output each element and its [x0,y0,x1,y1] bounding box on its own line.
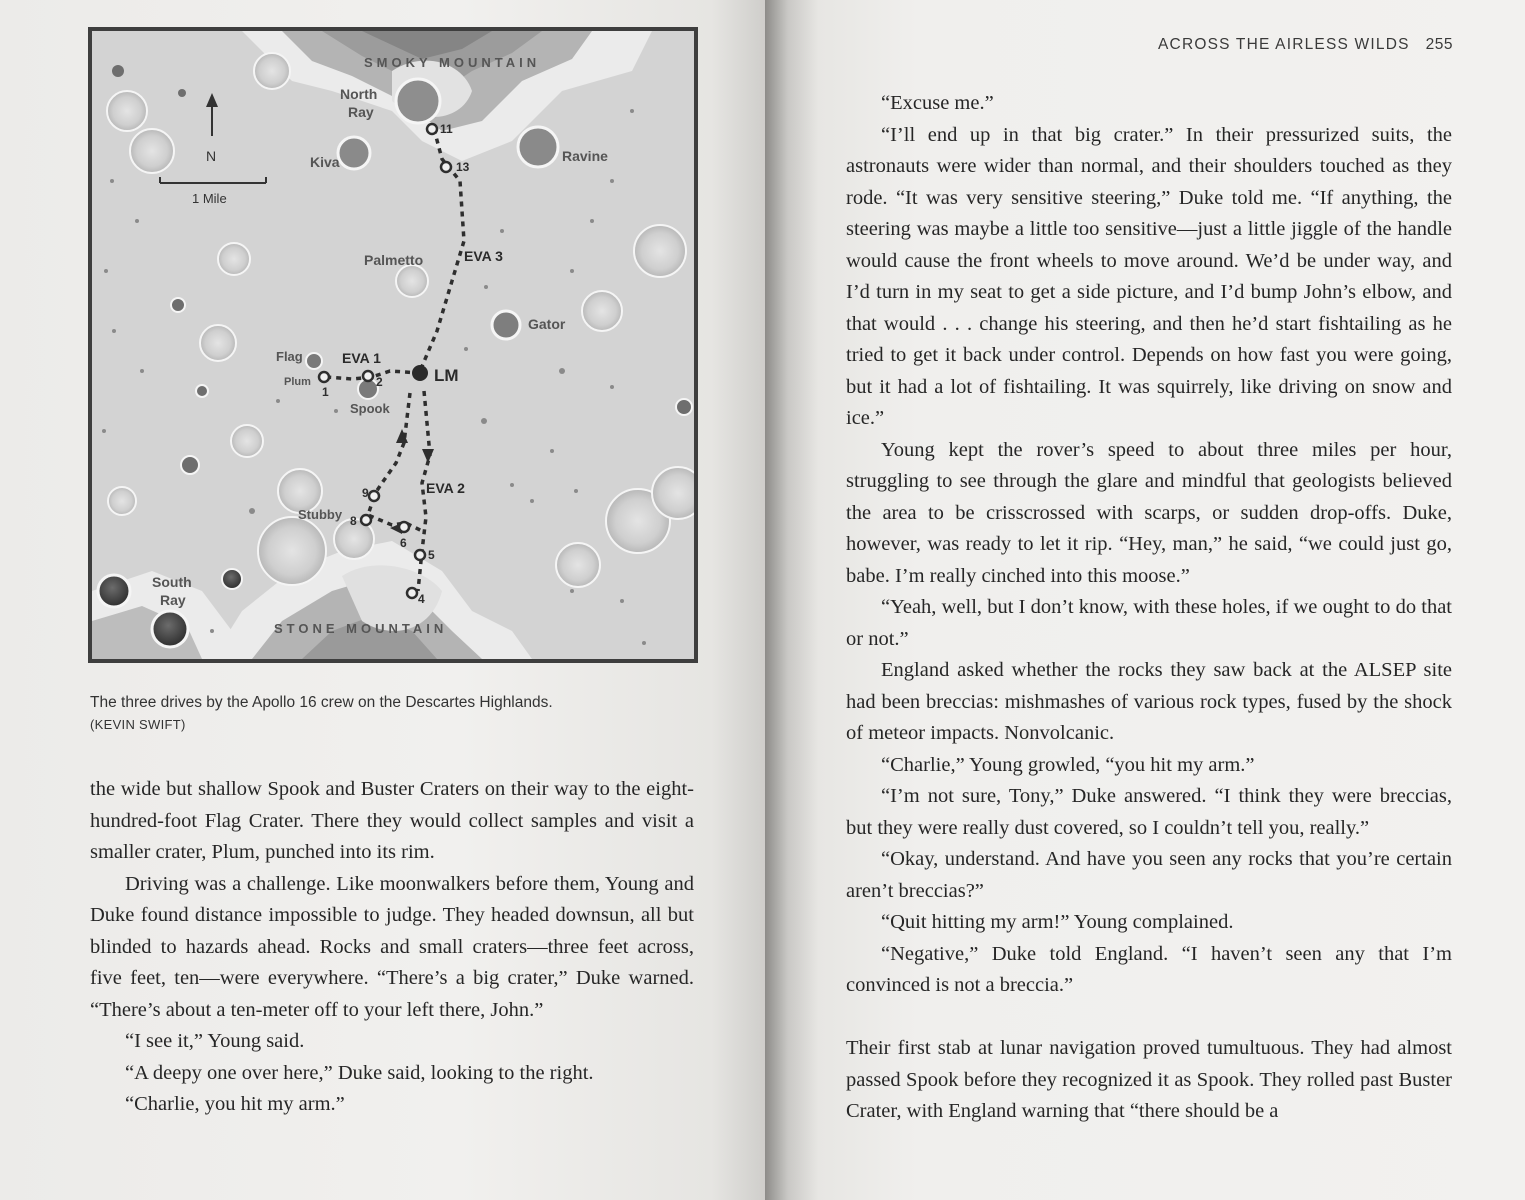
svg-text:Palmetto: Palmetto [364,252,424,268]
svg-text:11: 11 [440,122,453,136]
svg-text:Ravine: Ravine [562,148,608,164]
svg-text:4: 4 [418,592,425,606]
svg-text:EVA 1: EVA 1 [342,350,381,366]
paragraph: “Yeah, well, but I don’t know, with these holes, if we ought to do that or not.” [846,596,1452,650]
paragraph: “Quit hitting my arm!” Young complained. [881,911,1234,933]
paragraph: “Excuse me.” [881,92,994,114]
svg-text:8: 8 [350,514,357,528]
svg-text:STONE MOUNTAIN: STONE MOUNTAIN [274,621,448,636]
svg-text:5: 5 [428,548,435,562]
svg-text:North: North [340,86,378,102]
svg-text:Spook: Spook [350,401,390,416]
svg-text:Flag: Flag [276,349,303,364]
paragraph: “I’m not sure, Tony,” Duke answered. “I think they were breccias, but they were really dust covered, so I couldn’t tell you, really.” [846,785,1452,839]
paragraph: “Okay, understand. And have you seen any rocks that you’re certain aren’t breccias?” [846,848,1452,902]
svg-text:SMOKY MOUNTAIN: SMOKY MOUNTAIN [364,55,541,70]
svg-text:Plum: Plum [284,376,311,388]
svg-text:South: South [152,574,192,590]
page-number: 255 [1425,36,1453,53]
paragraph: England asked whether the rocks they saw back at the ALSEP site had been breccias: mishmashes of various rock types, fused by the shock of meteor impacts. Nonvolcanic. [846,659,1452,744]
caption-credit: (KEVIN SWIFT) [90,717,186,732]
right-page [765,0,1525,1200]
paragraph: “Charlie, you hit my arm.” [125,1093,345,1115]
svg-text:EVA 3: EVA 3 [464,248,503,264]
paragraph: “I see it,” Young said. [125,1030,305,1052]
caption-text: The three drives by the Apollo 16 crew on the Descartes Highlands. [90,694,553,711]
svg-text:EVA 2: EVA 2 [426,480,465,496]
apollo-16-traverse-map [88,27,698,663]
right-body-text [846,88,1452,1128]
svg-text:1: 1 [322,385,329,399]
svg-text:Ray: Ray [348,104,374,120]
section-paragraph: Their first stab at lunar navigation proved tumultuous. They had almost passed Spook before they recognized it as Spook. They rolled past Buster Crater, with England warning that “there should be a [846,1037,1452,1122]
paragraph: the wide but shallow Spook and Buster Craters on their way to the eight-hundred-foot Flag Crater. There they would collect samples and visit a smaller crater, Plum, punched into its rim. [90,778,694,863]
running-head-title: ACROSS THE AIRLESS WILDS [1158,36,1410,53]
svg-text:Stubby: Stubby [298,507,343,522]
paragraph: “I’ll end up in that big crater.” In their pressurized suits, the astronauts were wider than normal, and their shoulders touched as they rode. “It was very sensitive steering,” Duke told me. “If anything, the steering was maybe a little too sensitive—just a little jiggle of the handle would cause the front wheels to move around. We’d be under way, and I’d turn in my seat to get a side picture, and I’d bump John’s elbow, and that would . . . change his steering, and then he’d start fishtailing as he tried to get it back under control. Depends on how fast you were going, but it had a lot of fishtailing. It was squirrely, like driving on snow and ice.” [846,123,1452,429]
svg-text:LM: LM [434,366,459,385]
left-body-text [90,774,694,1121]
paragraph: “Negative,” Duke told England. “I haven’t seen any that I’m convinced is not a breccia.” [846,942,1452,996]
svg-text:Gator: Gator [528,316,566,332]
svg-text:2: 2 [376,375,383,389]
svg-text:6: 6 [400,536,407,550]
lunar-module-marker [412,365,428,381]
map-caption [90,692,710,736]
svg-text:9: 9 [362,486,369,500]
compass-letter: N [206,148,217,164]
paragraph: “A deepy one over here,” Duke said, looking to the right. [125,1061,594,1084]
svg-text:Kiva: Kiva [310,154,340,170]
svg-text:13: 13 [456,160,470,174]
running-head [1138,36,1453,54]
paragraph: Young kept the rover’s speed to about three miles per hour, struggling to see through the glare and mindful that geologists believed the area to be crisscrossed with scarps, or sudden drop-offs. Duke, however, was ready to let it rip. “Hey, man,” he said, “we could just go, babe. I’m really cinched into this moose.” [846,438,1452,587]
map-graphic [92,31,694,659]
scale-label: 1 Mile [192,191,227,206]
paragraph: “Charlie,” Young growled, “you hit my arm.” [881,753,1255,776]
svg-text:Ray: Ray [160,592,186,608]
paragraph: Driving was a challenge. Like moonwalkers before them, Young and Duke found distance impossible to judge. They headed downsun, all but blinded to hazards ahead. Rocks and small craters—three feet across, five feet, ten—were everywhere. “There’s a big crater,” Duke warned. “There’s about a ten-meter off to your left there, John.” [90,872,694,1021]
